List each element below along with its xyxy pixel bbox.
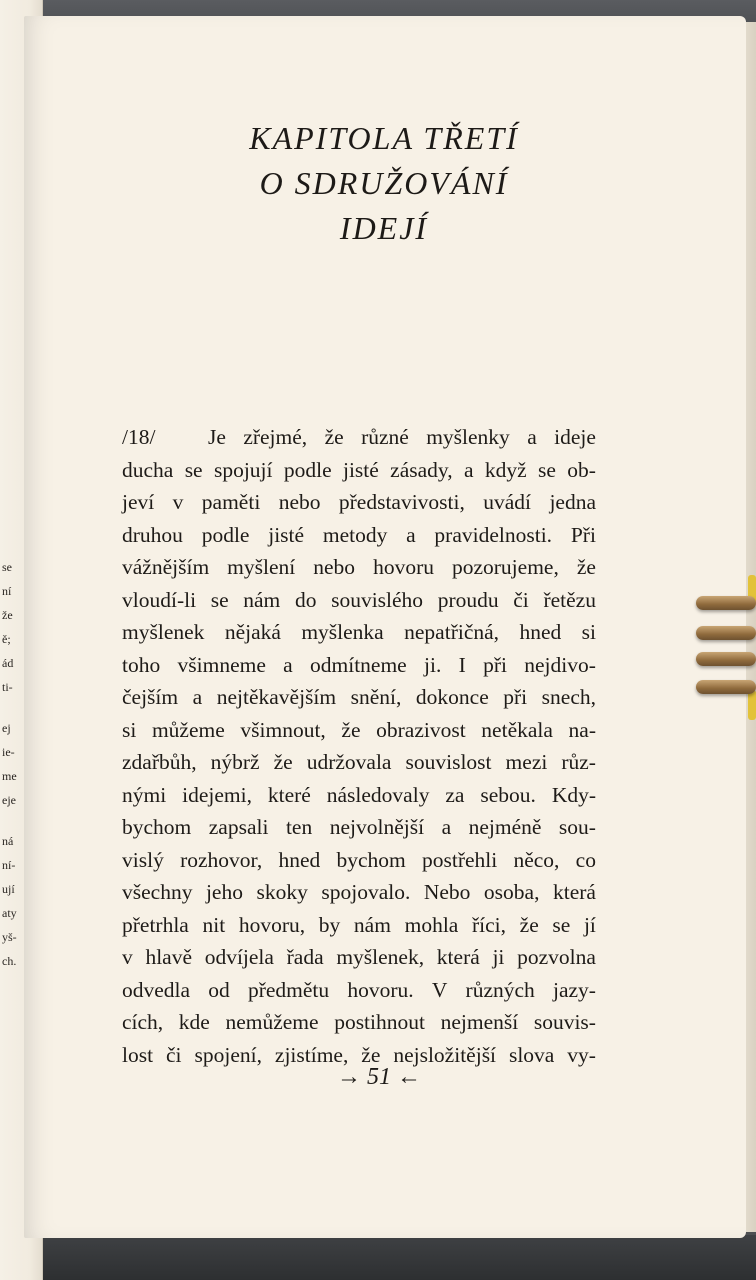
left-page-text-fragments bbox=[0, 560, 22, 978]
paragraph-line: druhou podle jisté metody a pravidelnosti. Při bbox=[122, 522, 596, 547]
clip-prong bbox=[696, 680, 756, 694]
left-fragment: ie- bbox=[2, 745, 15, 759]
chapter-title bbox=[164, 116, 604, 251]
left-fragment: yš- bbox=[2, 930, 17, 944]
page-number: → 51 ← bbox=[337, 1064, 421, 1090]
paragraph-line: přetrhla nit hovoru, by nám mohla říci, že se jí bbox=[122, 912, 596, 937]
paragraph-line: vážnějším myšlení nebo hovoru pozorujeme, že bbox=[122, 555, 596, 579]
paragraph-line: si můžeme všimnout, že obrazivost netěkala na- bbox=[122, 717, 596, 742]
left-fragment: že bbox=[2, 608, 13, 622]
paragraph-line: lost či spojení, zjistíme, že nejsložitější slova vy- bbox=[122, 1042, 596, 1067]
left-fragment: eje bbox=[2, 793, 16, 807]
left-fragment: me bbox=[2, 769, 17, 783]
left-fragment: ch. bbox=[2, 954, 17, 968]
left-fragment: ti- bbox=[2, 680, 13, 694]
left-fragment: ují bbox=[2, 882, 15, 896]
left-fragment: ej bbox=[2, 721, 11, 735]
paragraph-line: v hlavě odvíjela řada myšlenek, která ji pozvolna bbox=[122, 945, 596, 969]
left-fragment: ní- bbox=[2, 858, 16, 872]
paragraph-line: všechny jeho skoky spojovalo. Nebo osoba, která bbox=[122, 880, 596, 904]
clip-prong bbox=[696, 652, 756, 666]
paragraph-line: odvedla od předmětu hovoru. V různých jazy- bbox=[122, 977, 596, 1002]
paragraph-line bbox=[122, 421, 596, 454]
paragraph-line: čejším a nejtěkavějším snění, dokonce při snech, bbox=[122, 685, 596, 709]
paragraph-line: myšlenek nějaká myšlenka nepatřičná, hned si bbox=[122, 620, 596, 644]
left-fragment: ná bbox=[2, 834, 14, 848]
left-fragment: se bbox=[2, 560, 12, 574]
paragraph-line: nými idejemi, které následovaly za sebou. Kdy- bbox=[122, 782, 596, 807]
chapter-title-line-1: KAPITOLA TŘETÍ bbox=[249, 120, 519, 156]
paragraph-line-text: Je zřejmé, že různé myšlenky a ideje bbox=[208, 425, 596, 449]
paragraph-body bbox=[122, 421, 596, 1071]
paragraph-line: bychom zapsali ten nejvolnější a nejméně sou- bbox=[122, 815, 596, 839]
backdrop-bottom bbox=[0, 1235, 756, 1280]
left-fragment: aty bbox=[2, 906, 17, 920]
paragraph-line: toho všimneme a odmítneme ji. I při nejdivo- bbox=[122, 652, 596, 677]
left-fragment: ě; bbox=[2, 632, 11, 646]
clip-prong bbox=[696, 626, 756, 640]
paragraph-line: jeví v paměti nebo představivosti, uvádí jedna bbox=[122, 490, 596, 514]
left-fragment: ád bbox=[2, 656, 14, 670]
book-page bbox=[24, 16, 746, 1238]
paragraph-line: vislý rozhovor, hned bychom postřehli něco, co bbox=[122, 847, 596, 872]
page-clip bbox=[696, 588, 756, 708]
paragraph-line: vloudí-li se nám do souvislého proudu či řetězu bbox=[122, 587, 596, 612]
chapter-title-line-3: IDEJÍ bbox=[339, 210, 429, 246]
paragraph-line: zdařbůh, nýbrž že udržovala souvislost mezi růz- bbox=[122, 750, 596, 774]
paragraph-line: ducha se spojují podle jisté zásady, a když se ob- bbox=[122, 457, 596, 482]
left-fragment: ní bbox=[2, 584, 12, 598]
paragraph-line: cích, kde nemůžeme postihnout nejmenší souvis- bbox=[122, 1010, 596, 1034]
chapter-title-line-2: O SDRUŽOVÁNÍ bbox=[259, 165, 509, 201]
paragraph-number: /18/ bbox=[122, 425, 156, 449]
clip-prong bbox=[696, 596, 756, 610]
